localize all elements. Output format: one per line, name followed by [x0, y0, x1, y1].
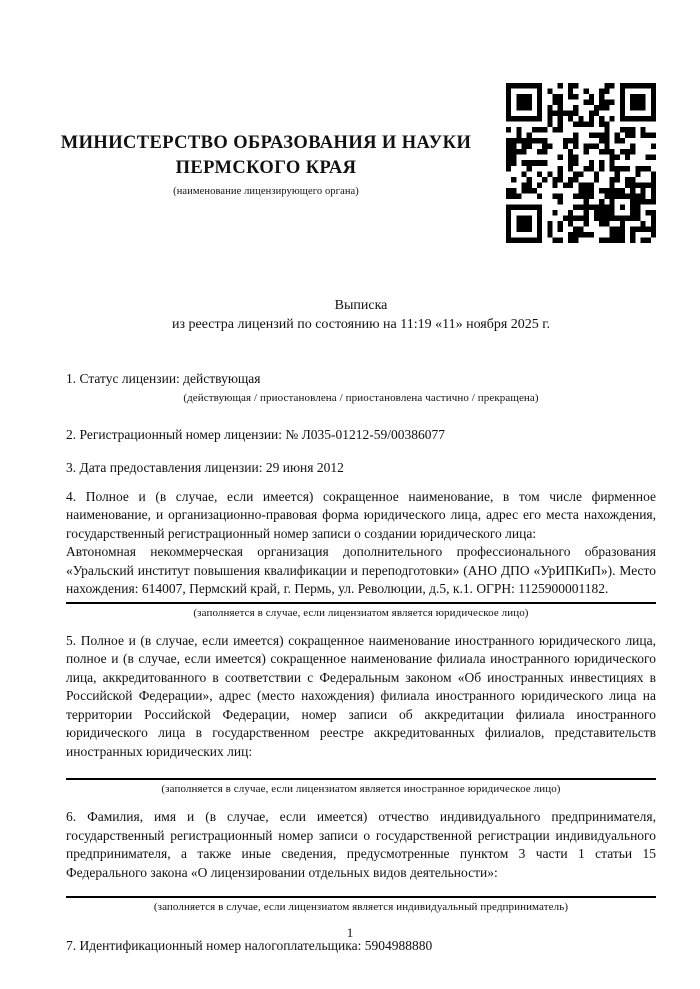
- ministry-caption: (наименование лицензирующего органа): [173, 186, 359, 197]
- field-entrepreneur-question: 6. Фамилия, имя и (в случае, если имеется) отчество индивидуального предпринимателя, государственный регистрационный номер записи о государственной регистрации индивидуального предпринимателя, а также иные сведения, предусмотренные пунктом 3 части 1 статьи 15 Федерального закона «О лицензировании отдельных видов деятельности»:: [66, 809, 656, 880]
- ministry-name-line2: ПЕРМСКОГО КРАЯ: [175, 158, 357, 178]
- field-license-status: 1. Статус лицензии: действующая: [66, 371, 261, 386]
- field-foreign-entity-caption: (заполняется в случае, если лицензиатом является иностранное юридическое лицо): [161, 783, 561, 795]
- document-subtitle: из реестра лицензий по состоянию на 11:19 «11» ноября 2025 г.: [172, 317, 550, 332]
- field-entrepreneur-caption: (заполняется в случае, если лицензиатом является индивидуальный предприниматель): [153, 901, 569, 913]
- page-number: 1: [346, 925, 354, 940]
- document-body: [66, 297, 656, 956]
- foreign-entity-fill-line: [66, 778, 656, 780]
- ministry-name-line1: МИНИСТЕРСТВО ОБРАЗОВАНИЯ И НАУКИ: [60, 133, 472, 153]
- field-license-status-caption: (действующая / приостановлена / приостановлена частично / прекращена): [183, 391, 539, 404]
- field-legal-entity-caption: (заполняется в случае, если лицензиатом является юридическое лицо): [193, 606, 529, 619]
- field-taxpayer-number: 7. Идентификационный номер налогоплательщика: 5904988880: [66, 938, 433, 953]
- document-title: Выписка: [334, 298, 388, 313]
- field-grant-date: 3. Дата предоставления лицензии: 29 июня 2012: [66, 460, 344, 475]
- field-legal-entity-answer: Автономная некоммерческая организация дополнительного профессионального образования «Уральский институт повышения квалификации и переподготовки» (АНО ДПО «УрИПКиП»). Место нахождения: 614007, Пермский край, г. Пермь, ул. Революции, д.5, к.1. ОГРН: 1125900001182.: [66, 544, 656, 596]
- legal-entity-fill-line: [66, 602, 656, 604]
- field-registration-number: 2. Регистрационный номер лицензии: № Л035-01212-59/00386077: [66, 426, 446, 442]
- field-foreign-entity-question: 5. Полное и (в случае, если имеется) сокращенное наименование иностранного юридического лица, полное и (в случае, если имеется) сокращенное наименование филиала иностранного юридического лица, аккредитованного в соответствии с Федеральным законом «Об иностранных инвестициях в Российской Федерации», адрес (место нахождения) филиала иностранного юридического лица на территории Российской Федерации, номер записи об аккредитации филиала иностранного юридического лица в государственном реестре аккредитованных филиалов, представительств иностранных юридических лиц:: [66, 632, 656, 759]
- qr-code-icon: [506, 83, 656, 243]
- licensing-authority-block: [40, 131, 492, 198]
- field-legal-entity-question: 4. Полное и (в случае, если имеется) сокращенное наименование, в том числе фирменное наименование, и организационно-правовая форма юридического лица, адрес его места нахождения, государственный регистрационный номер записи о создании юридического лица:: [66, 488, 656, 541]
- entrepreneur-fill-line: [66, 896, 656, 898]
